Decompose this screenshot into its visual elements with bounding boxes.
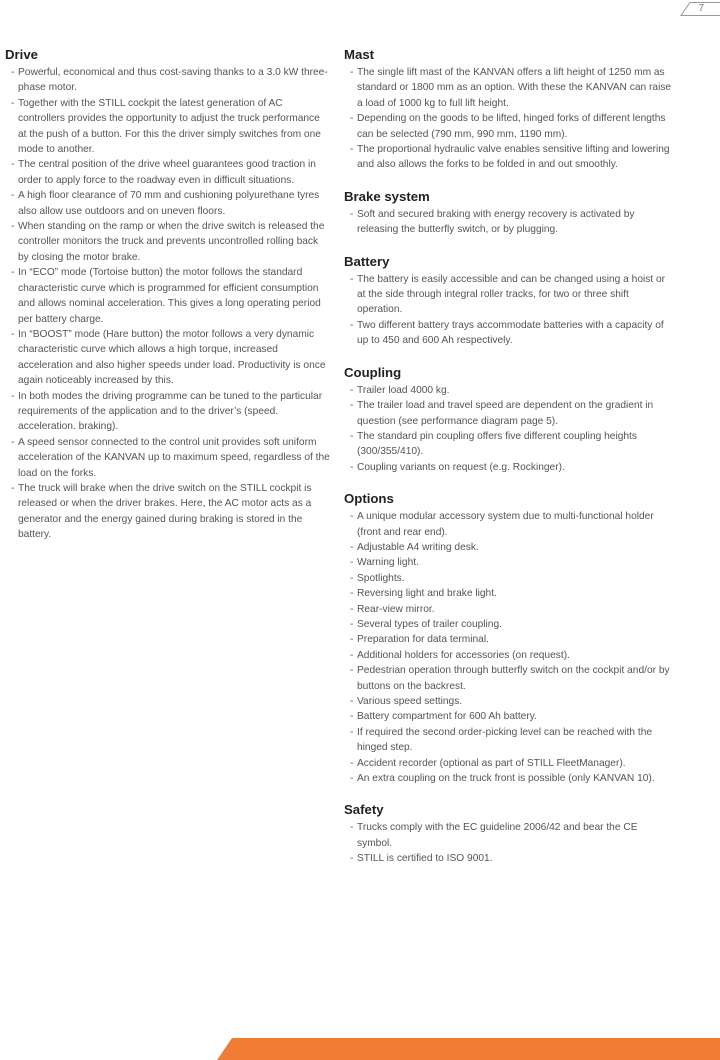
list-item: - The single lift mast of the KANVAN offers a lift height of 1250 mm as standard or 1800 mm as an option. With these the KANVAN can raise a load of 1000 kg to full lift height.	[344, 65, 674, 111]
list-item: - When standing on the ramp or when the drive switch is released the controller monitors the truck and prevents uncontrolled rolling back by closing the motor brake.	[5, 219, 330, 265]
list-item: - Adjustable A4 writing desk.	[344, 540, 674, 555]
list-item: - Warning light.	[344, 555, 674, 570]
left-column	[5, 46, 330, 558]
section-battery	[344, 253, 674, 349]
section-drive	[5, 46, 330, 543]
section-heading-options: Options	[344, 491, 394, 507]
list-item: - The central position of the drive wheel guarantees good traction in order to apply force to the roadway even in difficult situations.	[5, 157, 330, 188]
section-heading-coupling: Coupling	[344, 364, 402, 380]
list-item: - In “ECO” mode (Tortoise button) the motor follows the standard characteristic curve which is programmed for efficient consumption and allows nominal acceleration. This gives a long operating period per battery charge.	[5, 265, 330, 327]
list-item: - Additional holders for accessories (on request).	[344, 648, 674, 663]
section-coupling	[344, 364, 674, 475]
list-item: - Powerful, economical and thus cost-saving thanks to a 3.0 kW three-phase motor.	[5, 65, 330, 96]
bullet-list-safety	[344, 820, 674, 866]
list-item: - Battery compartment for 600 Ah battery.	[344, 709, 674, 724]
section-heading-drive: Drive	[5, 47, 38, 62]
section-heading-mast: Mast	[344, 47, 375, 62]
section-safety	[344, 801, 674, 866]
list-item: - Trailer load 4000 kg.	[344, 383, 674, 398]
page-number: 7	[698, 3, 704, 14]
section-heading-safety: Safety	[344, 802, 384, 818]
bullet-list-mast	[344, 65, 674, 173]
list-item: - The standard pin coupling offers five different coupling heights (300/355/410).	[344, 429, 674, 460]
section-heading-brake-system: Brake system	[344, 188, 430, 204]
list-item: - Accident recorder (optional as part of STILL FleetManager).	[344, 756, 674, 771]
bullet-list-coupling	[344, 383, 674, 475]
orange-footer-band	[0, 1038, 720, 1060]
list-item: - STILL is certified to ISO 9001.	[344, 851, 674, 866]
section-options	[344, 490, 674, 786]
list-item: - The proportional hydraulic valve enables sensitive lifting and lowering and also allows the forks to be folded in and out smoothly.	[344, 142, 674, 173]
section-brake-system	[344, 188, 674, 238]
page-number-tab	[680, 2, 720, 16]
list-item: - Two different battery trays accommodate batteries with a capacity of up to 450 and 600 Ah respectively.	[344, 318, 674, 349]
list-item: - In “BOOST” mode (Hare button) the motor follows a very dynamic characteristic curve which allows a high torque, increased acceleration and also higher speeds under load. Productivity is once again noticeably increased by this.	[5, 327, 330, 389]
list-item: - The trailer load and travel speed are dependent on the gradient in question (see performance diagram page 5).	[344, 398, 674, 429]
list-item: - Coupling variants on request (e.g. Rockinger).	[344, 460, 674, 475]
list-item: - Pedestrian operation through butterfly switch on the cockpit and/or by buttons on the backrest.	[344, 663, 674, 694]
list-item: - A unique modular accessory system due to multi-functional holder (front and rear end).	[344, 509, 674, 540]
list-item: - A high floor clearance of 70 mm and cushioning polyurethane tyres also allow use outdoors and on uneven floors.	[5, 188, 330, 219]
list-item: - A speed sensor connected to the control unit provides soft uniform acceleration of the KANVAN up to maximum speed, regardless of the load on the forks.	[5, 435, 330, 481]
list-item: - Soft and secured braking with energy recovery is activated by releasing the butterfly switch, or by plugging.	[344, 207, 674, 238]
bullet-list-battery	[344, 272, 674, 349]
section-mast	[344, 46, 674, 173]
bullet-list-options	[344, 509, 674, 786]
section-heading-battery: Battery	[344, 253, 390, 269]
list-item: - Preparation for data terminal.	[344, 632, 674, 647]
bullet-list-brake-system	[344, 207, 674, 238]
list-item: - If required the second order-picking level can be reached with the hinged step.	[344, 725, 674, 756]
list-item: - Several types of trailer coupling.	[344, 617, 674, 632]
list-item: - Various speed settings.	[344, 694, 674, 709]
list-item: - Depending on the goods to be lifted, hinged forks of different lengths can be selected (790 mm, 990 mm, 1190 mm).	[344, 111, 674, 142]
list-item: - In both modes the driving programme can be tuned to the particular requirements of the application and to the driver’s (speed. acceleration. braking).	[5, 389, 330, 435]
list-item: - Spotlights.	[344, 571, 674, 586]
list-item: - An extra coupling on the truck front is possible (only KANVAN 10).	[344, 771, 674, 786]
right-column	[344, 46, 674, 882]
list-item: - The truck will brake when the drive switch on the STILL cockpit is released or when the driver brakes. Here, the AC motor acts as a generator and the energy gained during braking is stored in the battery.	[5, 481, 330, 543]
bullet-list-drive	[5, 65, 330, 543]
list-item: - Rear-view mirror.	[344, 602, 674, 617]
list-item: - Trucks comply with the EC guideline 2006/42 and bear the CE symbol.	[344, 820, 674, 851]
list-item: - Together with the STILL cockpit the latest generation of AC controllers provides the opportunity to adjust the truck performance at the push of a button. For this the driver simply switches from one mode to another.	[5, 96, 330, 158]
list-item: - Reversing light and brake light.	[344, 586, 674, 601]
list-item: - The battery is easily accessible and can be changed using a hoist or at the side through integral roller tracks, for two or three shift operation.	[344, 272, 674, 318]
